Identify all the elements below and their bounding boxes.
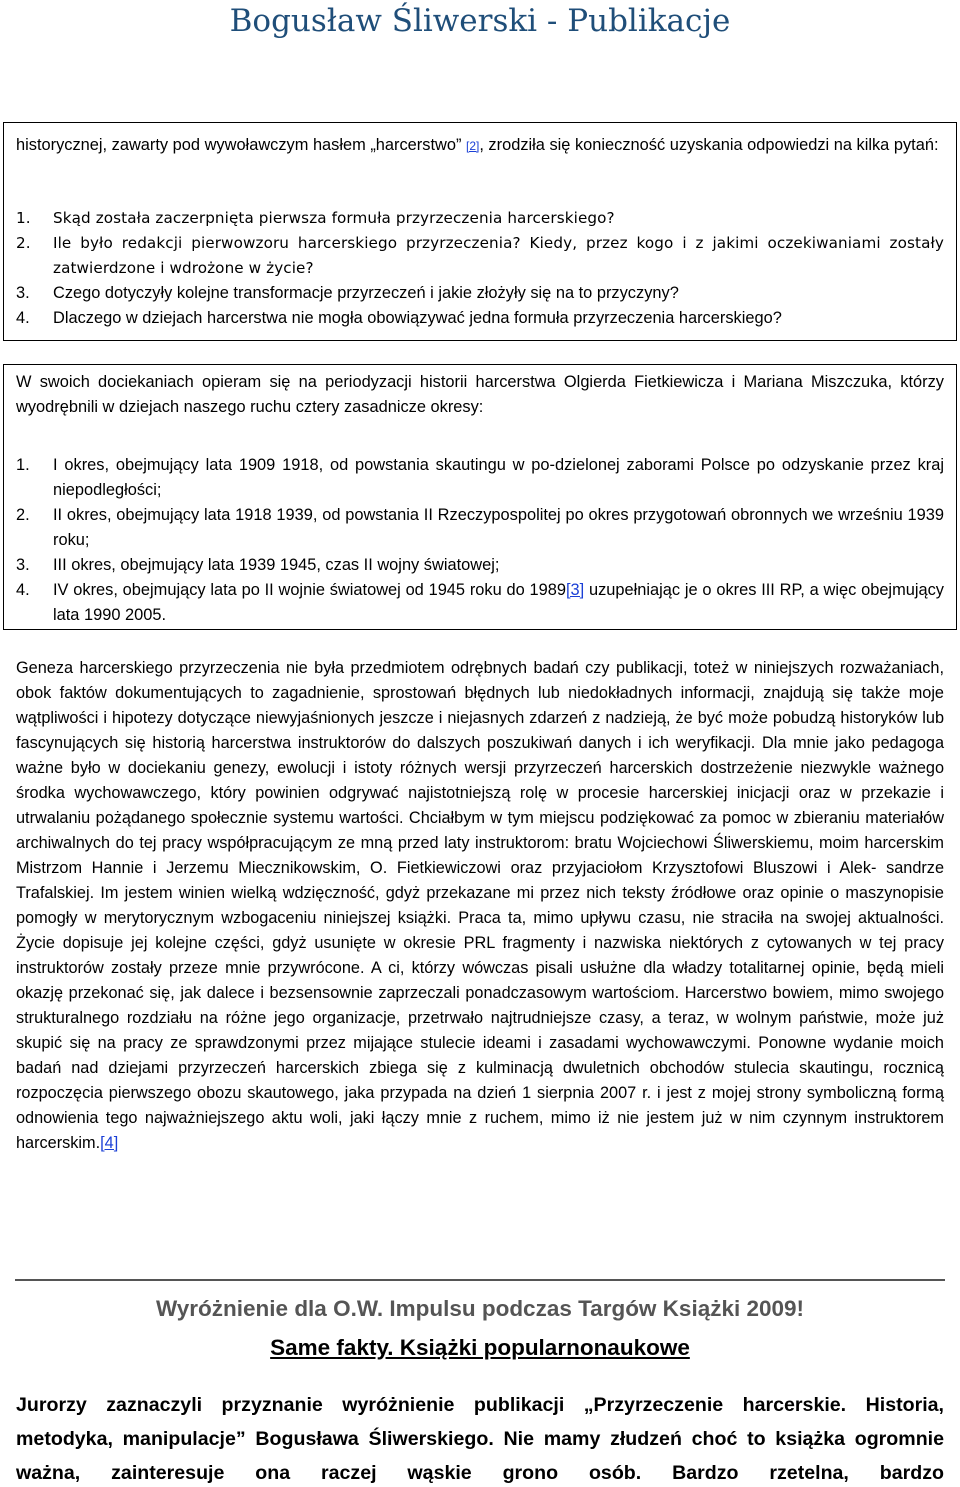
question-item-1 <box>16 206 944 231</box>
site-title: Bogusław Śliwerski - Publikacje <box>229 3 731 39</box>
footnote-link-2[interactable]: [2] <box>465 139 480 153</box>
award-subtitle <box>0 1331 960 1365</box>
footnote-link-4[interactable]: [4] <box>100 1134 119 1152</box>
award-title: Wyróżnienie dla O.W. Impulsu podczas Targów Książki 2009! <box>155 1296 805 1321</box>
question-item-3 <box>16 281 944 306</box>
question-text: Czego dotyczyły kolejne transformacje przyrzeczeń i jakie złożyły się na to przyczyny? <box>53 284 679 302</box>
question-text: Dlaczego w dziejach harcerstwa nie mogła obowiązywać jedna formuła przyrzeczenia harcerskiego? <box>53 309 782 327</box>
question-item-4 <box>16 306 944 331</box>
question-text: Ile było redakcji pierwowzoru harcerskiego przyrzeczenia? Kiedy, przez kogo i z jakimi oczekiwaniami zostały zatwierdzone i wdrożone w życie? <box>53 234 944 277</box>
period-text: II okres, obejmujący lata 1918 1939, od powstania II Rzeczypospolitej po okres przygotowań obronnych we wrześniu 1939 roku; <box>53 506 944 549</box>
period-text-before: IV okres, obejmujący lata po II wojnie światowej od 1945 roku do 1989 <box>53 581 566 599</box>
period-text-after: uzupełniając je o okres III RP, a więc obejmujący lata 1990 2005. <box>53 581 944 624</box>
period-number: 2. <box>16 506 30 524</box>
period-text: I okres, obejmujący lata 1909 1918, od powstania skautingu w po-dzielonej zaborami Polsce po odzyskanie przez kraj niepodległości; <box>53 456 944 499</box>
question-number: 1. <box>16 209 31 227</box>
main-paragraph-text: Geneza harcerskiego przyrzeczenia nie była przedmiotem odrębnych badań czy publikacji, toteż w niniejszych rozważaniach, obok faktów dokumentujących to zagadnienie, sprostowań błędnych lub niedokładnych informacji, znajdują się także moje wątpliwości i hipotezy dotyczące niewyjaśnionych jeszcze i niejasnych zdarzeń z nadzieją, że być może pobudzą historyków lub fascynujących się historią harcerstwa instruktorów do dalszych poszukiwań danych i ich weryfikacji. Dla mnie jako pedagoga ważne było w dociekaniu genezy, ewolucji i istoty różnych wersji przyrzeczeń harcerskich dostrzeżenie niezwykle ważnego środka wychowawczego, który powinien odgrywać najistotniejszą rolę w procesie harcerskiej inicjacji oraz w przekazie i utrwalaniu pożądanego społecznie systemu wartości. Chciałbym w tym miejscu podziękować za pomoc w zbieraniu materiałów archiwalnych do tej pracy współpracującym ze mną przed laty instruktorom: bratu Wojciechowi Śliwerskiemu, moim harcerskim Mistrzom Hannie i Jerzemu Miecznikowskim, O. Fietkiewiczowi oraz przyjaciołom Krzysztofowi Bluszowi i Alek- sandrze Trafalskiej. Im jestem winien wielką wdzięczność, gdyż przekazane mi przez nich teksty źródłowe oraz opinie o maszynopisie pomogły w merytorycznym wzbogaceniu niniejszej książki. Praca ta, mimo upływu czasu, nie straciła na swojej aktualności. Życie dopisuje jej kolejne części, gdyż usunięte w okresie PRL fragmenty i nazwiska niektórych z cytowanych w tej pracy instruktorów zostały przeze mnie przywrócone. A ci, którzy wówczas pisali usłużne dla władzy totalitarnej opinie, będą mieli okazję przekonać się, jak dalece i bezsensownie zaprzeczali ponadczasowym wartościom. Harcerstwo bowiem, mimo swojego strukturalnego rozdziału na różne jego organizacje, przetrwało najtrudniejsze czasy, a teraz, w wolnym państwie, może już skupić się na pracy ze sprawdzonymi przez mijające stulecie ideami i zasadami wychowawczymi. Ponowne wydanie moich badań nad dziejami przyrzeczeń harcerskich zbiega się z kulminacją dwuletnich obchodów stulecia skautingu, rocznicą rozpoczęcia pierwszego obozu skautowego, jaka przypada na dzień 1 sierpnia 2007 r. i jest z mojej strony symboliczną formą odnowienia tego najważniejszego aktu woli, jaki łączy mnie z ruchem, mimo iż nie jestem już w nim czynnym instruktorem harcerskim. <box>16 659 944 1152</box>
period-item-2 <box>16 503 944 553</box>
section-divider <box>15 1279 945 1281</box>
period-text: III okres, obejmujący lata 1939 1945, czas II wojny światowej; <box>53 556 500 574</box>
question-number: 3. <box>16 284 30 302</box>
questions-list <box>16 206 944 331</box>
intro-text-before: historycznej, zawarty pod wywoławczym hasłem „harcerstwo” <box>16 136 462 154</box>
award-paragraph: Jurorzy zaznaczyli przyznanie wyróżnienie publikacji „Przyrzeczenie harcerskie. Historia, metodyka, manipulacje” Bogusława Śliwerskiego. Nie mamy złudzeń choć to książka ogromnie ważna, zainteresuje ona raczej wąskie grono osób. Bardzo rzetelna, bardzo <box>16 1394 944 1484</box>
award-subtitle-text: Same fakty. Książki popularnonaukowe <box>270 1335 690 1360</box>
question-number: 2. <box>16 234 31 252</box>
periods-list <box>16 453 944 628</box>
question-item-2 <box>16 231 944 281</box>
period-number: 1. <box>16 456 30 474</box>
period-item-1 <box>16 453 944 503</box>
main-paragraph <box>16 656 944 1156</box>
footnote-link-3[interactable]: [3] <box>565 581 585 599</box>
period-number: 4. <box>16 581 30 599</box>
intro-text-after: , zrodziła się konieczność uzyskania odpowiedzi na kilka pytań: <box>479 136 939 154</box>
periods-intro: W swoich dociekaniach opieram się na periodyzacji historii harcerstwa Olgierda Fietkiewicza i Mariana Miszczuka, którzy wyodrębnili w dziejach naszego ruchu cztery zasadnicze okresy: <box>16 373 944 416</box>
question-text: Skąd została zaczerpnięta pierwsza formuła przyrzeczenia harcerskiego? <box>53 209 615 227</box>
question-number: 4. <box>16 309 30 327</box>
period-item-4 <box>16 578 944 628</box>
period-number: 3. <box>16 556 30 574</box>
period-item-3 <box>16 553 944 578</box>
